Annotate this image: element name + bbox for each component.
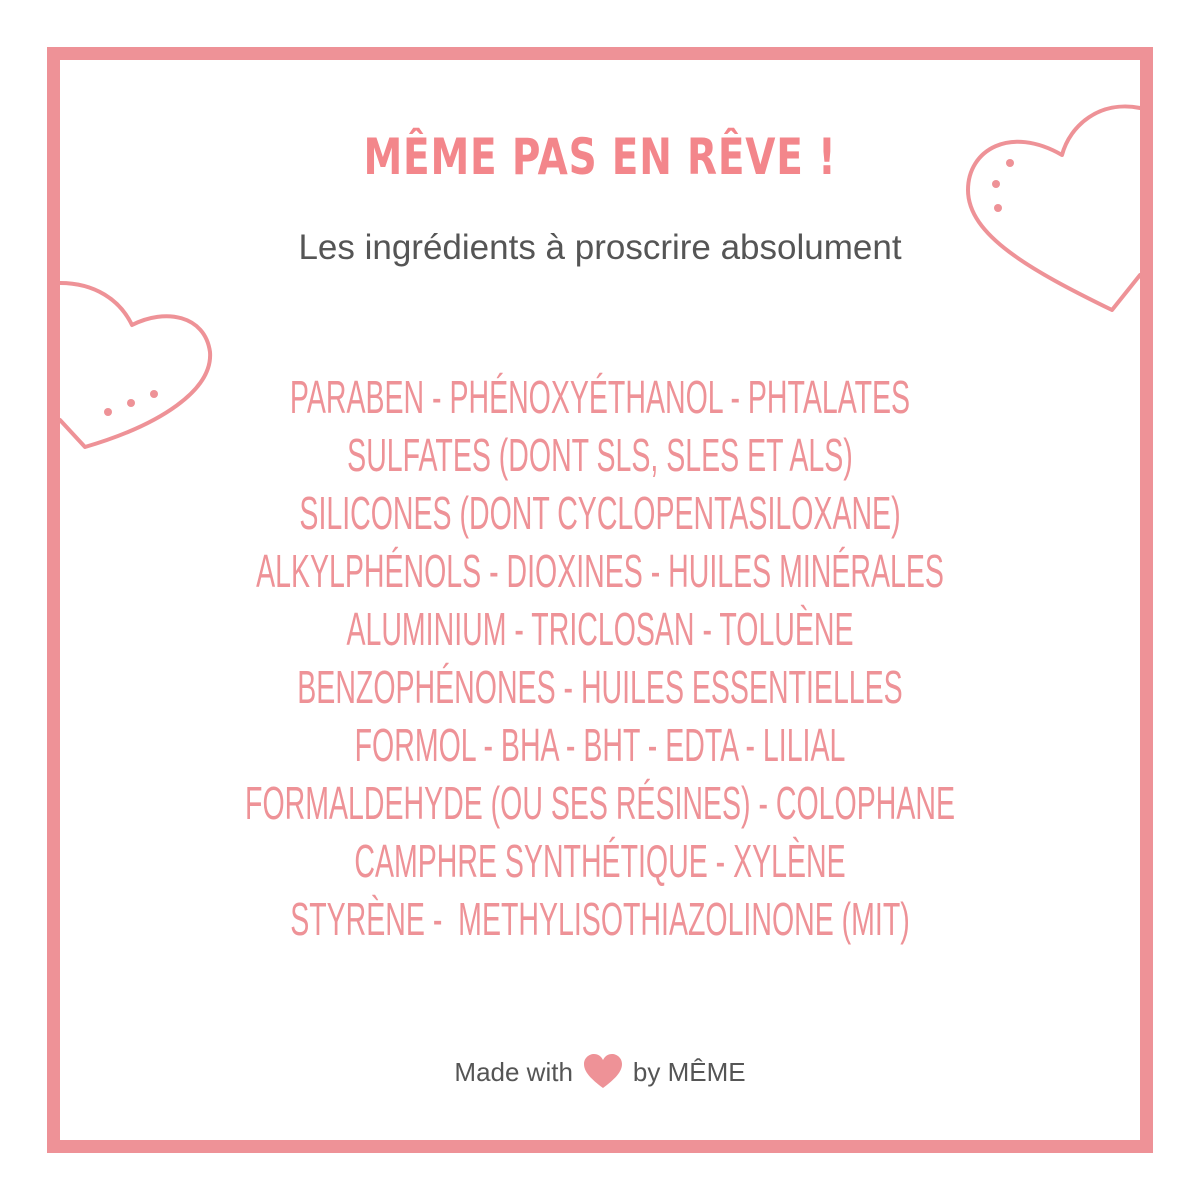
ingredient-line: FORMOL - BHA - BHT - EDTA - LILIAL xyxy=(354,719,846,771)
heart-icon xyxy=(583,1054,623,1090)
ingredient-line: STYRÈNE - METHYLISOTHIAZOLINONE (MIT) xyxy=(290,893,910,945)
ingredient-line: BENZOPHÉNONES - HUILES ESSENTIELLES xyxy=(297,661,903,713)
ingredient-line: PARABEN - PHÉNOXYÉTHANOL - PHTALATES xyxy=(289,371,911,423)
page-title: MÊME PAS EN RÊVE ! xyxy=(363,128,837,186)
footer-prefix: Made with xyxy=(454,1056,573,1087)
footer-credit xyxy=(0,1052,1200,1092)
page-subtitle: Les ingrédients à proscrire absolument xyxy=(298,228,902,267)
ingredient-line: ALKYLPHÉNOLS - DIOXINES - HUILES MINÉRALES xyxy=(256,545,944,597)
ingredient-line: ALUMINIUM - TRICLOSAN - TOLUÈNE xyxy=(346,603,854,655)
ingredient-line: FORMALDEHYDE (OU SES RÉSINES) - COLOPHANE xyxy=(245,777,955,829)
ingredient-line: SULFATES (DONT SLS, SLES ET ALS) xyxy=(347,429,853,481)
ingredient-list xyxy=(0,368,1200,948)
ingredient-line: CAMPHRE SYNTHÉTIQUE - XYLÈNE xyxy=(354,835,846,887)
footer-suffix: by MÊME xyxy=(632,1056,746,1087)
ingredient-line: SILICONES (DONT CYCLOPENTASILOXANE) xyxy=(299,487,901,539)
